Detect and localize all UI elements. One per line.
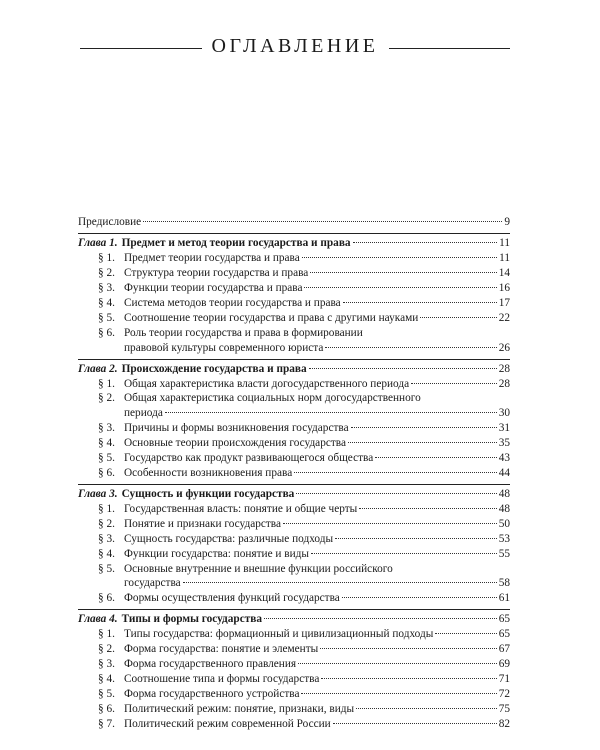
- section-title-continued: государства: [124, 577, 181, 590]
- toc-section[interactable]: [98, 657, 510, 672]
- section-title: Форма государства: понятие и элементы: [124, 643, 319, 656]
- chapter-prefix: Глава 1.: [78, 237, 118, 250]
- leader-dots: [301, 693, 496, 694]
- leader-dots: [321, 678, 496, 679]
- section-number: § 6.: [98, 326, 115, 339]
- leader-dots: [325, 347, 496, 348]
- section-number: § 5.: [98, 687, 115, 700]
- section-title: Типы государства: формационный и цивилизационный подходы: [124, 628, 434, 641]
- chapter-2-sections: [78, 377, 510, 481]
- toc-section[interactable]: [98, 391, 510, 421]
- section-title: Политический режим современной России: [124, 717, 331, 730]
- section-title: Политический режим: понятие, признаки, виды: [124, 702, 355, 715]
- chapter-title: Предмет и метод теории государства и права: [121, 237, 351, 250]
- leader-dots: [420, 317, 496, 318]
- page-number: 82: [498, 717, 510, 730]
- section-title: Основные внутренние и внешние функции российского: [124, 562, 393, 575]
- section-number: § 3.: [98, 422, 115, 435]
- leader-dots: [335, 538, 497, 539]
- toc-section[interactable]: [98, 326, 510, 356]
- page-number: 53: [498, 532, 510, 545]
- toc-chapter-4[interactable]: [78, 612, 510, 627]
- page-number: 30: [498, 407, 510, 420]
- section-title: Сущность государства: различные подходы: [124, 532, 334, 545]
- leader-dots: [342, 597, 497, 598]
- leader-dots: [359, 508, 496, 509]
- toc-section[interactable]: [98, 687, 510, 702]
- header-rule-right: [389, 48, 511, 49]
- leader-dots: [435, 633, 496, 634]
- page-number: 28: [498, 377, 510, 390]
- leader-dots: [309, 368, 497, 369]
- section-number: § 1.: [98, 502, 115, 515]
- section-title: Функции государства: понятие и виды: [124, 547, 310, 560]
- page-title: ОГЛАВЛЕНИЕ: [211, 34, 379, 57]
- leader-dots: [351, 427, 497, 428]
- page-number: 43: [498, 452, 510, 465]
- chapter-prefix: Глава 3.: [78, 487, 118, 500]
- leader-dots: [296, 493, 496, 494]
- toc-section[interactable]: [98, 517, 510, 532]
- section-number: § 5.: [98, 562, 115, 575]
- page-number: 22: [498, 311, 510, 324]
- toc-section[interactable]: [98, 451, 510, 466]
- section-number: § 1.: [98, 628, 115, 641]
- leader-dots: [353, 242, 498, 243]
- page-number: 31: [498, 422, 510, 435]
- section-title: Понятие и признаки государства: [124, 517, 282, 530]
- chapter-3-sections: [78, 502, 510, 606]
- section-number: § 2.: [98, 517, 115, 530]
- section-title: Функции теории государства и права: [124, 282, 303, 295]
- section-number: § 6.: [98, 702, 115, 715]
- divider: [78, 609, 510, 610]
- page-number: 71: [498, 672, 510, 685]
- leader-dots: [356, 708, 497, 709]
- section-title: Предмет теории государства и права: [124, 252, 300, 265]
- chapter-title: Типы и формы государства: [121, 613, 263, 626]
- toc-section[interactable]: [98, 421, 510, 436]
- leader-dots: [283, 523, 497, 524]
- section-number: § 5.: [98, 311, 115, 324]
- page-number: 16: [498, 282, 510, 295]
- section-title-continued: правовой культуры современного юриста: [124, 341, 324, 354]
- section-number: § 4.: [98, 437, 115, 450]
- page-number: 69: [498, 658, 510, 671]
- leader-dots: [343, 302, 497, 303]
- section-number: § 3.: [98, 532, 115, 545]
- page-number: 28: [498, 362, 510, 375]
- page-number: 75: [498, 702, 510, 715]
- section-number: § 6.: [98, 592, 115, 605]
- toc-header: [80, 34, 510, 58]
- section-title: Основные теории происхождения государства: [124, 437, 346, 450]
- divider: [78, 484, 510, 485]
- leader-dots: [411, 383, 497, 384]
- page-number: 48: [498, 502, 510, 515]
- page-number: 11: [499, 252, 510, 265]
- toc-section[interactable]: [98, 377, 510, 392]
- section-number: § 2.: [98, 643, 115, 656]
- page-number: 58: [498, 577, 510, 590]
- section-title: Соотношение теории государства и права с другими науками: [124, 311, 419, 324]
- section-number: § 6.: [98, 466, 115, 479]
- section-title: Общая характеристика власти догосударственного периода: [124, 377, 410, 390]
- page-number: 11: [499, 237, 510, 250]
- leader-dots: [333, 723, 497, 724]
- section-title: Причины и формы возникновения государства: [124, 422, 349, 435]
- toc-section[interactable]: [98, 296, 510, 311]
- leader-dots: [264, 618, 497, 619]
- toc-section[interactable]: [98, 702, 510, 717]
- toc-section[interactable]: [98, 717, 510, 732]
- leader-dots: [143, 221, 502, 222]
- leader-dots: [311, 553, 497, 554]
- page-number: 9: [504, 216, 510, 228]
- section-number: § 4.: [98, 672, 115, 685]
- leader-dots: [165, 412, 497, 413]
- page-number: 50: [498, 517, 510, 530]
- toc-section[interactable]: [98, 627, 510, 642]
- toc-section[interactable]: [98, 266, 510, 281]
- toc-section[interactable]: [98, 281, 510, 296]
- toc-chapter-1[interactable]: [78, 236, 510, 251]
- leader-dots: [183, 582, 497, 583]
- leader-dots: [375, 457, 496, 458]
- toc-section[interactable]: [98, 591, 510, 606]
- toc-section[interactable]: [98, 642, 510, 657]
- chapter-1-sections: [78, 251, 510, 355]
- toc-section[interactable]: [98, 311, 510, 326]
- section-number: § 2.: [98, 392, 115, 405]
- divider: [78, 233, 510, 234]
- leader-dots: [298, 663, 497, 664]
- section-number: § 2.: [98, 267, 115, 280]
- leader-dots: [348, 442, 497, 443]
- section-title: Общая характеристика социальных норм догосударственного: [124, 392, 421, 405]
- table-of-contents: [78, 215, 510, 735]
- page-number: 44: [498, 466, 510, 479]
- leader-dots: [310, 272, 496, 273]
- section-title: Роль теории государства и права в формировании: [124, 326, 363, 339]
- toc-chapter-3[interactable]: [78, 487, 510, 502]
- section-title: Государственная власть: понятие и общие черты: [124, 502, 358, 515]
- toc-chapter-2[interactable]: [78, 362, 510, 377]
- leader-dots: [304, 287, 496, 288]
- divider: [78, 359, 510, 360]
- preface-label: Предисловие: [78, 216, 142, 228]
- chapter-4-sections: [78, 627, 510, 731]
- section-title-continued: периода: [124, 407, 163, 420]
- chapter-title: Сущность и функции государства: [121, 487, 295, 500]
- page-number: 14: [498, 267, 510, 280]
- page-number: 61: [498, 592, 510, 605]
- section-title: Особенности возникновения права: [124, 466, 293, 479]
- page-number: 72: [498, 687, 510, 700]
- section-title: Форма государственного устройства: [124, 687, 300, 700]
- section-title: Соотношение типа и формы государства: [124, 672, 320, 685]
- page-number: 17: [498, 296, 510, 309]
- section-title: Система методов теории государства и права: [124, 296, 341, 309]
- section-number: § 7.: [98, 717, 115, 730]
- toc-section[interactable]: [98, 251, 510, 266]
- toc-preface[interactable]: [78, 215, 510, 230]
- toc-section[interactable]: [98, 436, 510, 451]
- chapter-prefix: Глава 2.: [78, 362, 118, 375]
- leader-dots: [320, 648, 496, 649]
- page-number: 67: [498, 643, 510, 656]
- section-number: § 5.: [98, 452, 115, 465]
- section-number: § 3.: [98, 658, 115, 671]
- section-number: § 4.: [98, 547, 115, 560]
- page-number: 26: [498, 341, 510, 354]
- toc-section[interactable]: [98, 672, 510, 687]
- page-number: 65: [498, 613, 510, 626]
- section-number: § 1.: [98, 377, 115, 390]
- toc-section[interactable]: [98, 502, 510, 517]
- chapter-title: Происхождение государства и права: [121, 362, 307, 375]
- section-title: Структура теории государства и права: [124, 267, 309, 280]
- leader-dots: [294, 472, 496, 473]
- page-number: 48: [498, 487, 510, 500]
- page-number: 35: [498, 437, 510, 450]
- section-number: § 3.: [98, 282, 115, 295]
- header-rule-left: [80, 48, 202, 49]
- toc-section[interactable]: [98, 532, 510, 547]
- page-number: 55: [498, 547, 510, 560]
- leader-dots: [302, 257, 497, 258]
- page-number: 65: [498, 628, 510, 641]
- toc-section[interactable]: [98, 466, 510, 481]
- section-number: § 1.: [98, 252, 115, 265]
- section-number: § 4.: [98, 296, 115, 309]
- section-title: Государство как продукт развивающегося общества: [124, 452, 374, 465]
- section-title: Формы осуществления функций государства: [124, 592, 340, 605]
- toc-section[interactable]: [98, 562, 510, 592]
- chapter-prefix: Глава 4.: [78, 613, 118, 626]
- section-title: Форма государственного правления: [124, 658, 297, 671]
- toc-section[interactable]: [98, 547, 510, 562]
